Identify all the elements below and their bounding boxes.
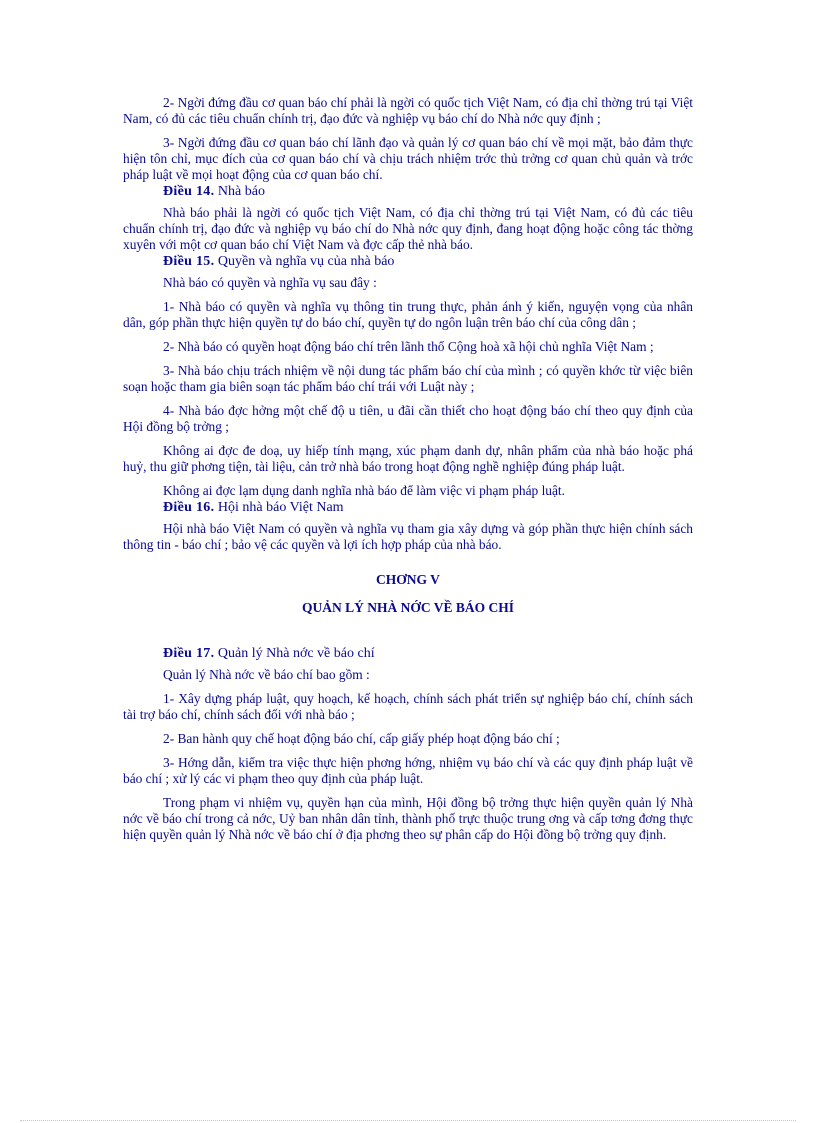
page-bottom-divider: [20, 1120, 796, 1121]
article-17-heading: [123, 645, 693, 663]
paragraph: 3- Nhà báo chịu trách nhiệm về nội dung tác phẩm báo chí của mình ; có quyền khớc từ việc biên soạn hoặc tham gia biên soạn tác phẩm báo chí trái với Luật này ;: [123, 363, 693, 394]
paragraph: Không ai đợc đe doạ, uy hiếp tính mạng, xúc phạm danh dự, nhân phẩm của nhà báo hoặc phá huỷ, thu giữ phơng tiện, tài liệu, cản trở nhà báo trong hoạt động nghề nghiệp đúng pháp luật.: [123, 443, 693, 474]
article-number: Điều 16.: [163, 500, 215, 515]
article-number: Điều 14.: [163, 184, 215, 199]
paragraph: 2- Ban hành quy chế hoạt động báo chí, cấp giấy phép hoạt động báo chí ;: [163, 731, 560, 746]
article-16-heading: [123, 499, 693, 517]
paragraph: Hội nhà báo Việt Nam có quyền và nghĩa vụ tham gia xây dựng và góp phần thực hiện chính sách thông tin - báo chí ; bảo vệ các quyền và lợi ích hợp pháp của nhà báo.: [123, 521, 693, 552]
paragraph: Quản lý Nhà nớc về báo chí bao gồm :: [163, 667, 370, 682]
paragraph: 2- Ngời đứng đầu cơ quan báo chí phải là ngời có quốc tịch Việt Nam, có địa chỉ thờng trú tại Việt Nam, có đủ các tiêu chuẩn chính trị, đạo đức và nghiệp vụ báo chí do Nhà nớc quy định ;: [123, 95, 693, 126]
article-14-heading: [123, 183, 693, 201]
paragraph: 1- Nhà báo có quyền và nghĩa vụ thông tin trung thực, phản ánh ý kiến, nguyện vọng của nhân dân, góp phần thực hiện quyền tự do báo chí, quyền tự do ngôn luận trên báo chí của công dân ;: [123, 299, 693, 330]
article-number: Điều 17.: [163, 646, 215, 661]
article-title: Nhà báo: [217, 184, 265, 199]
document-body: [123, 95, 693, 843]
chapter-label: CHƠNG V: [376, 572, 440, 587]
article-title: Quản lý Nhà nớc về báo chí: [217, 646, 375, 661]
paragraph: 3- Ngời đứng đầu cơ quan báo chí lãnh đạo và quản lý cơ quan báo chí về mọi mặt, bảo đảm thực hiện tôn chỉ, mục đích của cơ quan báo chí và chịu trách nhiệm trớc thủ trởng cơ quan chủ quản và trớc pháp luật về mọi hoạt động của cơ quan báo chí.: [123, 135, 693, 182]
article-title: Hội nhà báo Việt Nam: [217, 500, 344, 515]
chapter-title: QUẢN LÝ NHÀ NỚC VỀ BÁO CHÍ: [301, 600, 515, 615]
paragraph: 3- Hớng dẫn, kiểm tra việc thực hiện phơng hớng, nhiệm vụ báo chí và các quy định pháp luật về báo chí ; xử lý các vi phạm theo quy định của pháp luật.: [123, 755, 693, 786]
paragraph: 2- Nhà báo có quyền hoạt động báo chí trên lãnh thổ Cộng hoà xã hội chủ nghĩa Việt Nam ;: [163, 339, 654, 354]
paragraph: 4- Nhà báo đợc hởng một chế độ u tiên, u đãi cần thiết cho hoạt động báo chí theo quy định của Hội đồng bộ trởng ;: [123, 403, 693, 434]
paragraph: Không ai đợc lạm dụng danh nghĩa nhà báo để làm việc vi phạm pháp luật.: [163, 483, 566, 498]
paragraph: Nhà báo có quyền và nghĩa vụ sau đây :: [163, 275, 377, 290]
paragraph: Nhà báo phải là ngời có quốc tịch Việt Nam, có địa chỉ thờng trú tại Việt Nam, có đủ các tiêu chuẩn chính trị, đạo đức và nghiệp vụ báo chí do Nhà nớc quy định, đang hoạt động hoặc công tác thờng xuyên với một cơ quan báo chí Việt Nam và đợc cấp thẻ nhà báo.: [123, 205, 693, 252]
article-number: Điều 15.: [163, 254, 215, 269]
article-title: Quyền và nghĩa vụ của nhà báo: [217, 254, 395, 269]
paragraph: 1- Xây dựng pháp luật, quy hoạch, kế hoạch, chính sách phát triển sự nghiệp báo chí, chính sách tài trợ báo chí, chính sách đối với nhà báo ;: [123, 691, 693, 722]
article-15-heading: [123, 253, 693, 271]
paragraph: Trong phạm vi nhiệm vụ, quyền hạn của mình, Hội đồng bộ trởng thực hiện quyền quản lý Nhà nớc về báo chí trong cả nớc, Uỷ ban nhân dân tỉnh, thành phố trực thuộc trung ơng và cấp tơng đơng thực hiện quyền quản lý Nhà nớc về báo chí ở địa phơng theo sự phân cấp do Hội đồng bộ trởng quy định.: [123, 795, 693, 842]
